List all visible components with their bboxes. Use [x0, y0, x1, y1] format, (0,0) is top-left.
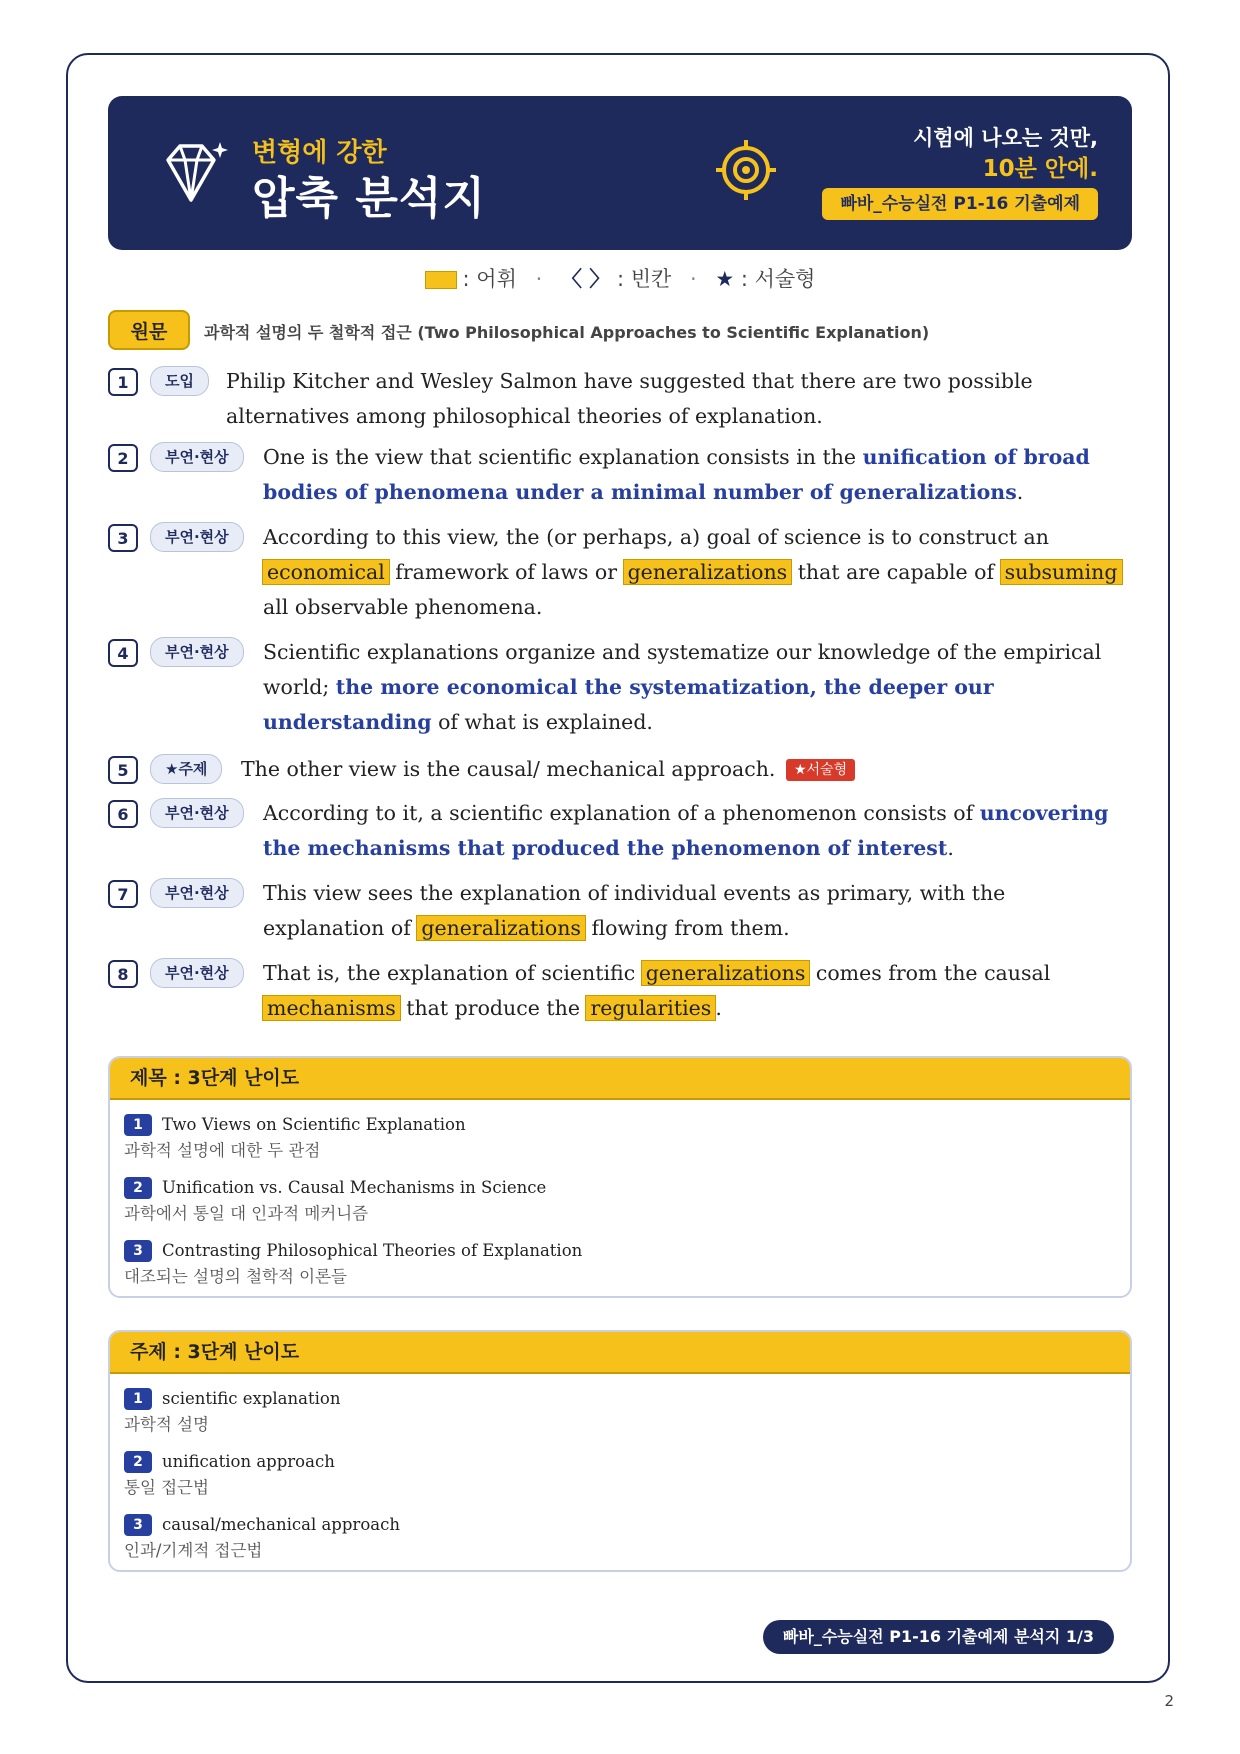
item-korean: 과학적 설명: [124, 1415, 209, 1434]
sentence-5: [108, 752, 1128, 787]
sentence-number: 8: [108, 960, 138, 988]
source-title: 과학적 설명의 두 철학적 접근 (Two Philosophical Approaches to Scientific Explanation): [204, 323, 930, 342]
sentence-3: [108, 520, 1128, 625]
key-phrase: unification of broad bodies of phenomena under a minimal number of generalizations: [263, 445, 1090, 504]
item-korean: 대조되는 설명의 철학적 이론들: [124, 1267, 347, 1286]
target-icon: [714, 138, 778, 202]
topic-box-heading: 주제 : 3단계 난이도: [110, 1332, 1130, 1374]
item-english: Unification vs. Causal Mechanisms in Science: [162, 1178, 547, 1197]
sentence-tag: 부연·현상: [150, 798, 244, 828]
sentence-7: [108, 876, 1128, 946]
legend-vocab: : 어휘: [462, 267, 517, 291]
item-number: 2: [124, 1177, 152, 1199]
legend: [0, 263, 1240, 293]
sentence-number: 7: [108, 880, 138, 908]
vocab-swatch-icon: [425, 271, 457, 289]
sentence-text: That is, the explanation of scientific generalizations comes from the causal mechanisms that produce the regularities .: [263, 961, 1051, 1020]
page-number: 2: [1164, 1692, 1174, 1710]
sentence-number: 6: [108, 800, 138, 828]
topic-item: [124, 1388, 1130, 1451]
title-box-heading: 제목 : 3단계 난이도: [110, 1058, 1130, 1100]
footer-pill: 빠바_수능실전 P1-16 기출예제 분석지 1/3: [763, 1620, 1114, 1654]
header-tagline-1: 시험에 나오는 것만,: [913, 126, 1098, 150]
item-english: Contrasting Philosophical Theories of Explanation: [162, 1241, 583, 1260]
item-number: 3: [124, 1514, 152, 1536]
vocab-highlight: generalizations: [417, 916, 585, 940]
sentence-tag: ★주제: [150, 754, 222, 784]
sentence-tag: 부연·현상: [150, 878, 244, 908]
sentence-text: This view sees the explanation of individual events as primary, with the explanation of generalizations flowing from them.: [263, 881, 1006, 940]
star-icon: ★: [715, 267, 735, 291]
header-tagline-2: 10분 안에.: [982, 156, 1098, 182]
item-number: 1: [124, 1114, 152, 1136]
sentence-text: One is the view that scientific explanation consists in the unification of broad bodies of phenomena under a minimal number of generalizations.: [263, 445, 1090, 504]
sentence-tag: 부연·현상: [150, 958, 244, 988]
topic-item: [124, 1451, 1130, 1514]
sentence-text: According to this view, the (or perhaps, a) goal of science is to construct an economical framework of laws or generalizations that are capable of subsuming all observable phenomena.: [263, 520, 1128, 625]
sentence-2: [108, 440, 1128, 510]
sentence-number: 4: [108, 639, 138, 667]
header-title: 압축 분석지: [252, 173, 486, 224]
source-badge: 원문: [108, 310, 190, 350]
title-item: [124, 1240, 1130, 1298]
sentence-number: 1: [108, 368, 138, 396]
vocab-highlight: economical: [263, 560, 389, 584]
title-item: [124, 1177, 1130, 1240]
topic-item: [124, 1514, 1130, 1572]
header-source-pill: 빠바_수능실전 P1-16 기출예제: [822, 188, 1098, 220]
legend-essay: : 서술형: [740, 267, 816, 291]
header-subtitle: 변형에 강한: [252, 138, 387, 168]
diamond-icon: [160, 138, 230, 208]
sentence-tag: 부연·현상: [150, 637, 244, 667]
sentence-4: [108, 635, 1128, 740]
sentence-text: According to it, a scientific explanation of a phenomenon consists of uncovering the mechanisms that produced the phenomenon of interest.: [263, 801, 1109, 860]
vocab-highlight: generalizations: [624, 560, 792, 584]
item-number: 1: [124, 1388, 152, 1410]
essay-badge: ★서술형: [786, 759, 855, 781]
legend-separator: ·: [535, 267, 543, 291]
item-english: Two Views on Scientific Explanation: [162, 1115, 466, 1134]
item-korean: 통일 접근법: [124, 1478, 209, 1497]
item-korean: 인과/기계적 접근법: [124, 1541, 263, 1560]
legend-blank: : 빈칸: [616, 267, 672, 291]
sentence-text: Scientific explanations organize and systematize our knowledge of the empirical world; the more economical the systematization, the deeper our understanding of what is explained.: [263, 640, 1102, 734]
topic-box: [108, 1330, 1132, 1572]
vocab-highlight: generalizations: [642, 961, 810, 985]
sentence-tag: 부연·현상: [150, 522, 244, 552]
item-number: 2: [124, 1451, 152, 1473]
vocab-highlight: regularities: [586, 996, 715, 1020]
item-number: 3: [124, 1240, 152, 1262]
sentence-1: [108, 364, 1128, 434]
item-english: unification approach: [162, 1452, 335, 1471]
item-korean: 과학적 설명에 대한 두 관점: [124, 1141, 321, 1160]
key-phrase: uncovering the mechanisms that produced the phenomenon of interest: [263, 801, 1109, 860]
title-item: [124, 1114, 1130, 1177]
legend-blank-symbol: 〈 〉: [560, 267, 611, 291]
header-banner: [108, 96, 1132, 250]
vocab-highlight: subsuming: [1001, 560, 1122, 584]
title-box: [108, 1056, 1132, 1298]
item-english: scientific explanation: [162, 1389, 341, 1408]
legend-separator: ·: [689, 267, 697, 291]
sentence-tag: 도입: [150, 366, 209, 396]
vocab-highlight: mechanisms: [263, 996, 400, 1020]
sentence-8: [108, 956, 1128, 1026]
sentence-tag: 부연·현상: [150, 442, 244, 472]
sentence-number: 5: [108, 756, 138, 784]
sentence-number: 3: [108, 524, 138, 552]
sentence-6: [108, 796, 1128, 866]
sentence-number: 2: [108, 444, 138, 472]
item-korean: 과학에서 통일 대 인과적 메커니즘: [124, 1204, 369, 1223]
item-english: causal/mechanical approach: [162, 1515, 400, 1534]
key-phrase: the more economical the systematization, the deeper our understanding: [263, 675, 994, 734]
sentence-text: Philip Kitcher and Wesley Salmon have suggested that there are two possible alternatives among philosophical theories of explanation.: [226, 369, 1033, 428]
sentence-text: The other view is the causal/ mechanical approach. ★서술형: [241, 752, 1128, 787]
